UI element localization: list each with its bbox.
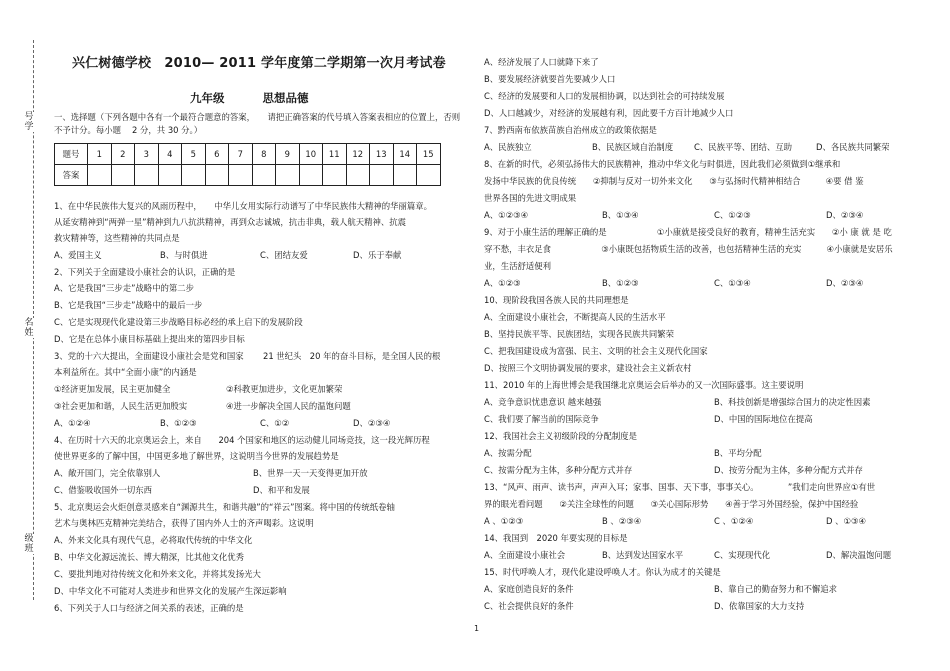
question-stem-line: 界的眼光看问题 ②关注全球性的问题 ③关心国际形势 ④善于学习外国经验，保护中国经验 [484, 499, 859, 509]
option: C、①② [260, 418, 290, 428]
option: D、解决温饱问题 [826, 550, 892, 560]
answer-cell[interactable] [346, 165, 370, 186]
option: A、①②③④ [484, 210, 529, 220]
option: A、敞开国门，完全依靠别人 [54, 468, 161, 478]
option: C、民族平等、团结、互助 [694, 142, 792, 152]
question-stem-line: 5、北京奥运会火炬创意灵感来自“渊源共生，和谐共融”的“祥云”图案。将中国的传统纸卷轴 [54, 502, 395, 512]
question-stem-line: 2、下列关于全面建设小康社会的认识，正确的是 [54, 267, 236, 277]
question-stem-line: 1、在中华民族伟大复兴的风雨历程中， 中华儿女用实际行动谱写了中华民族伟大精神的华丽篇章。 [54, 201, 433, 211]
option: A、全面建设小康社会，不断提高人民的生活水平 [484, 312, 666, 322]
option: C、①②③ [714, 210, 751, 220]
option: B、中华文化源远流长、博大精深，比其他文化优秀 [54, 552, 244, 562]
option: A、外来文化具有现代气息，必将取代传统的中华文化 [54, 535, 253, 545]
answer-cell[interactable] [229, 165, 253, 186]
exam-subtitle [190, 92, 309, 105]
question-number-cell: 4 [158, 144, 182, 165]
answer-cell[interactable] [299, 165, 323, 186]
option: C 、①②④ [714, 516, 754, 526]
question-stem-line: 9、对于小康生活的理解正确的是 ①小康就是接受良好的教育，精神生活充实 ②小 康 就 是 吃 [484, 227, 892, 237]
option: B、世界一天一天变得更加开放 [253, 468, 368, 478]
option: B、与时俱进 [160, 250, 208, 260]
option: D、人口越减少，对经济的发展越有利，因此要千方百计地减少人口 [484, 108, 734, 118]
question-number-cell: 10 [299, 144, 323, 165]
option: C、把我国建设成为富强、民主、文明的社会主义现代化国家 [484, 346, 708, 356]
option: D 、①③④ [826, 516, 867, 526]
option: C、①③④ [714, 278, 751, 288]
question-number-cell: 14 [393, 144, 417, 165]
option: A、①②③ [484, 278, 521, 288]
option: B、它是我国“三步走”战略中的最后一步 [54, 300, 203, 310]
question-number-cell: 11 [323, 144, 347, 165]
option: ②科教更加进步，文化更加繁荣 [226, 384, 343, 394]
answer-cell[interactable] [393, 165, 417, 186]
question-stem-line: 6、下列关于人口与经济之间关系的表述，正确的是 [54, 603, 244, 613]
option: A、它是我国“三步走”战略中的第二步 [54, 283, 195, 293]
option: D、各民族共同繁荣 [816, 142, 890, 152]
option: ①经济更加发展，民主更加健全 [54, 384, 171, 394]
option: D、中华文化不可能对人类进步和世界文化的发展产生深远影响 [54, 586, 287, 596]
exam-title: 兴仁树德学校 2010— 2011 学年度第二学期第一次月考试卷 [72, 56, 446, 71]
option: B、民族区域自治制度 [592, 142, 674, 152]
option: B、①③④ [602, 210, 639, 220]
answer-cell[interactable] [252, 165, 276, 186]
option: C、实现现代化 [714, 550, 771, 560]
question-number-cell: 6 [205, 144, 229, 165]
option: D、按照三个文明协调发展的要求，建设社会主义新农村 [484, 363, 692, 373]
option: D、②③④ [353, 418, 391, 428]
question-number-cell: 13 [370, 144, 394, 165]
student-number-label: 号学 [24, 112, 34, 132]
answer-table-answer-row [55, 165, 441, 186]
answer-cell[interactable] [205, 165, 229, 186]
option: B、靠自己的勤奋努力和不懈追求 [714, 584, 837, 594]
option: D、依靠国家的大力支持 [714, 601, 805, 611]
question-stem-line: 穿不愁，丰衣足食 ③小康既包括物质生活的改善，也包括精神生活的充实 ④小康就是安居乐 [484, 244, 893, 254]
option: D、按劳分配为主体，多种分配方式并存 [714, 465, 863, 475]
question-stem-line: 4、在历时十六天的北京奥运会上，来自 204 个国家和地区的运动健儿同场竞技，这一段光辉历程 [54, 435, 430, 445]
page-number: 1 [474, 624, 480, 633]
question-number-cell: 8 [252, 144, 276, 165]
question-stem-line: 本利益所在。其中“全面小康”的内涵是 [54, 367, 197, 377]
question-stem-line: 业，生活舒适便利 [484, 261, 551, 271]
question-stem-line: 15、时代呼唤人才，现代化建设呼唤人才。你认为成才的关键是 [484, 567, 721, 577]
option: D、和平和发展 [253, 485, 310, 495]
option: B、达到发达国家水平 [602, 550, 684, 560]
option: B、平均分配 [714, 448, 762, 458]
option: B、坚持民族平等、民族团结，实现各民族共同繁荣 [484, 329, 674, 339]
question-stem-line: 从延安精神到“两弹一星”精神到九八抗洪精神，再到众志诚城，抗击非典，载人航天精神、抗震 [54, 217, 407, 227]
answer-table-row-header: 题号 [55, 144, 88, 165]
answer-table [54, 143, 441, 186]
option: A、经济发展了人口就降下来了 [484, 57, 599, 67]
student-name-label: 名姓 [24, 318, 34, 338]
option: A、按需分配 [484, 448, 532, 458]
option: A、①②④ [54, 418, 91, 428]
question-number-cell: 7 [229, 144, 253, 165]
question-stem-line: 世界各国的先进文明成果 [484, 193, 577, 203]
option: A、家庭创造良好的条件 [484, 584, 574, 594]
answer-cell[interactable] [417, 165, 441, 186]
answer-cell[interactable] [158, 165, 182, 186]
option: A、全面建设小康社会 [484, 550, 566, 560]
section-instruction: 一、选择题（下列各题中各有一个最符合题意的答案， 请把正确答案的代号填入答案表相应的位置上，否则不予计分。每小题 2 分，共 30 分。） [54, 112, 461, 135]
question-stem-line: 14、我国到 2020 年要实现的目标是 [484, 533, 628, 543]
answer-cell[interactable] [88, 165, 112, 186]
answer-cell[interactable] [111, 165, 135, 186]
option: D、②③④ [826, 278, 864, 288]
question-stem-line: 7、黔西南布依族苗族自治州成立的政策依据是 [484, 125, 657, 135]
question-number-cell: 3 [135, 144, 159, 165]
question-stem-line: 8、在新的时代，必须弘扬伟大的民族精神，推动中华文化与时俱进，因此我们必须做到①继承和 [484, 159, 841, 169]
answer-cell[interactable] [276, 165, 300, 186]
question-stem-line: 12、我国社会主义初级阶段的分配制度是 [484, 431, 638, 441]
option: C、团结友爱 [260, 250, 308, 260]
answer-cell[interactable] [370, 165, 394, 186]
grade-label: 九年级 [190, 91, 225, 105]
question-stem-line: 3、党的十六大提出，全面建设小康社会是党和国家 21 世纪头 20 年的奋斗目标，是全国人民的根 [54, 351, 441, 361]
class-label: 级班 [24, 534, 34, 554]
option: C、经济的发展要和人口的发展相协调，以达到社会的可持续发展 [484, 91, 725, 101]
answer-cell[interactable] [135, 165, 159, 186]
option: B、科技创新是增强综合国力的决定性因素 [714, 397, 871, 407]
answer-table-answer-header: 答案 [55, 165, 88, 186]
question-number-cell: 2 [111, 144, 135, 165]
binding-margin [0, 0, 48, 671]
option: B、要发展经济就要首先要减少人口 [484, 74, 616, 84]
option: A、民族独立 [484, 142, 532, 152]
option: D、它是在总体小康目标基础上提出来的第四步目标 [54, 334, 245, 344]
question-number-cell: 5 [182, 144, 206, 165]
option: B 、②③④ [602, 516, 642, 526]
option: C、它是实现现代化建设第三步战略目标必经的承上启下的发展阶段 [54, 317, 303, 327]
question-stem-line: 救灾精神等，这些精神的共同点是 [54, 233, 180, 243]
question-number-cell: 1 [88, 144, 112, 165]
option: ④进一步解决全国人民的温饱问题 [226, 401, 351, 411]
option: D、乐于奉献 [353, 250, 402, 260]
answer-cell[interactable] [323, 165, 347, 186]
option: A、爱国主义 [54, 250, 102, 260]
question-stem-line: 发扬中华民族的优良传统 ②抑制与反对一切外来文化 ③与弘扬时代精神相结合 ④要 借 鉴 [484, 176, 864, 186]
question-stem-line: 13、“风声、雨声、读书声，声声入耳；家事、国事、天下事，事事关心。 ”我们走向世界应①有世 [484, 482, 876, 492]
question-number-cell: 12 [346, 144, 370, 165]
question-stem-line: 11、2010 年的上海世博会是我国继北京奥运会后举办的又一次国际盛事。这主要说明 [484, 380, 804, 390]
option: A 、①②③ [484, 516, 524, 526]
question-stem-line: 艺术与奥林匹克精神完美结合，获得了国内外人士的齐声喝彩。这说明 [54, 518, 314, 528]
question-number-cell: 15 [417, 144, 441, 165]
option: C、要批判地对待传统文化和外来文化，并将其发扬光大 [54, 569, 261, 579]
option: D、中国的国际地位在提高 [714, 414, 813, 424]
option: ③社会更加和谐，人民生活更加殷实 [54, 401, 188, 411]
answer-table-number-row [55, 144, 441, 165]
question-number-cell: 9 [276, 144, 300, 165]
option: C、社会提供良好的条件 [484, 601, 574, 611]
option: C、我们要了解当前的国际竞争 [484, 414, 599, 424]
answer-cell[interactable] [182, 165, 206, 186]
option: C、按需分配为主体，多种分配方式并存 [484, 465, 633, 475]
subject-label: 思想品德 [262, 91, 309, 105]
option: D、②③④ [826, 210, 864, 220]
option: B、①②③ [602, 278, 639, 288]
option: C、借鉴吸收国外一切东西 [54, 485, 152, 495]
question-stem-line: 10、现阶段我国各族人民的共同理想是 [484, 295, 629, 305]
option: A、竞争意识忧患意识 越来越强 [484, 397, 602, 407]
option: B、①②③ [160, 418, 197, 428]
question-stem-line: 使世界更多的了解中国，中国更多地了解世界，这说明当今世界的发展趋势是 [54, 451, 339, 461]
